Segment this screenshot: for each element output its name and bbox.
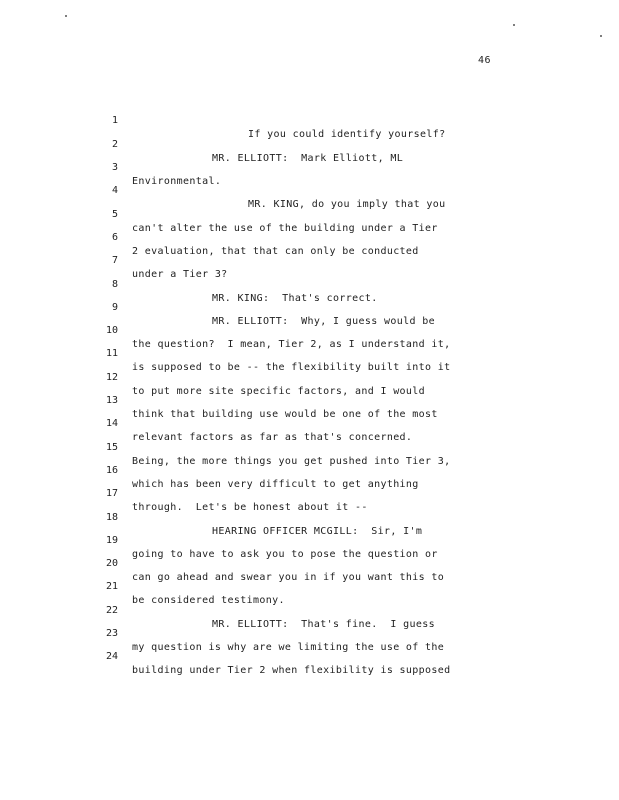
line-text: 2 evaluation, that that can only be conducted	[132, 246, 419, 257]
transcript-line	[0, 450, 619, 490]
line-text: Being, the more things you get pushed into Tier 3,	[132, 456, 451, 467]
transcript-line	[0, 124, 619, 164]
line-number: 4	[111, 185, 118, 196]
transcript-line	[0, 170, 619, 210]
transcript-line	[0, 217, 619, 257]
line-number: 1	[111, 115, 118, 126]
line-text: Environmental.	[132, 176, 222, 187]
line-text: the question? I mean, Tier 2, as I understand it,	[132, 339, 451, 350]
transcript-line	[0, 520, 619, 560]
transcript-line	[0, 590, 619, 630]
line-number: 24	[105, 651, 118, 662]
line-number: 7	[111, 255, 118, 266]
line-text: think that building use would be one of the most	[132, 409, 438, 420]
transcript-line	[0, 333, 619, 373]
line-text: to put more site specific factors, and I would	[132, 386, 426, 397]
scan-speck	[513, 24, 515, 26]
transcript-line	[0, 287, 619, 327]
transcript-line	[0, 566, 619, 606]
transcript-line	[0, 613, 619, 653]
line-text: MR. ELLIOTT: That's fine. I guess	[212, 619, 435, 630]
line-text: relevant factors as far as that's concerned.	[132, 432, 413, 443]
line-text: can go ahead and swear you in if you want this to	[132, 572, 445, 583]
line-number: 6	[111, 232, 118, 243]
line-text: building under Tier 2 when flexibility is supposed	[132, 665, 451, 676]
line-number: 5	[111, 209, 118, 220]
line-number: 8	[111, 279, 118, 290]
line-text: can't alter the use of the building under a Tier	[132, 223, 438, 234]
transcript-line	[0, 240, 619, 280]
transcript-line	[0, 357, 619, 397]
line-number: 22	[105, 605, 118, 616]
line-text: MR. ELLIOTT: Why, I guess would be	[212, 316, 435, 327]
transcript-line	[0, 147, 619, 187]
line-number: 2	[111, 139, 118, 150]
line-number: 14	[105, 418, 118, 429]
line-number: 19	[105, 535, 118, 546]
line-number: 15	[105, 442, 118, 453]
line-text: MR. KING: That's correct.	[212, 293, 378, 304]
transcript-line	[0, 380, 619, 420]
transcript-line	[0, 473, 619, 513]
line-number: 12	[105, 372, 118, 383]
line-text: my question is why are we limiting the use of the	[132, 642, 445, 653]
line-number: 16	[105, 465, 118, 476]
scan-speck	[600, 35, 602, 37]
page-number: 46	[478, 55, 492, 66]
line-number: 17	[105, 488, 118, 499]
transcript-line	[0, 264, 619, 304]
line-text: which has been very difficult to get anything	[132, 479, 419, 490]
transcript-line	[0, 543, 619, 583]
line-number: 20	[105, 558, 118, 569]
line-text: is supposed to be -- the flexibility built into it	[132, 362, 451, 373]
line-text: be considered testimony.	[132, 595, 285, 606]
transcript-line	[0, 427, 619, 467]
line-number: 21	[105, 581, 118, 592]
line-text: under a Tier 3?	[132, 269, 228, 280]
line-number: 11	[105, 348, 118, 359]
line-number: 10	[105, 325, 118, 336]
transcript-line	[0, 403, 619, 443]
line-number: 9	[111, 302, 118, 313]
line-number: 23	[105, 628, 118, 639]
line-text: If you could identify yourself?	[248, 129, 446, 140]
transcript-line	[0, 310, 619, 350]
line-text: HEARING OFFICER MCGILL: Sir, I'm	[212, 526, 423, 537]
line-text: MR. ELLIOTT: Mark Elliott, ML	[212, 153, 404, 164]
line-number: 3	[111, 162, 118, 173]
scan-speck	[65, 15, 67, 17]
transcript-line	[0, 636, 619, 676]
transcript-line	[0, 194, 619, 234]
line-text: through. Let's be honest about it --	[132, 502, 368, 513]
transcript-line	[0, 100, 619, 140]
line-number: 13	[105, 395, 118, 406]
line-text: MR. KING, do you imply that you	[248, 199, 446, 210]
transcript-line	[0, 497, 619, 537]
line-number: 18	[105, 512, 118, 523]
line-text: going to have to ask you to pose the question or	[132, 549, 438, 560]
